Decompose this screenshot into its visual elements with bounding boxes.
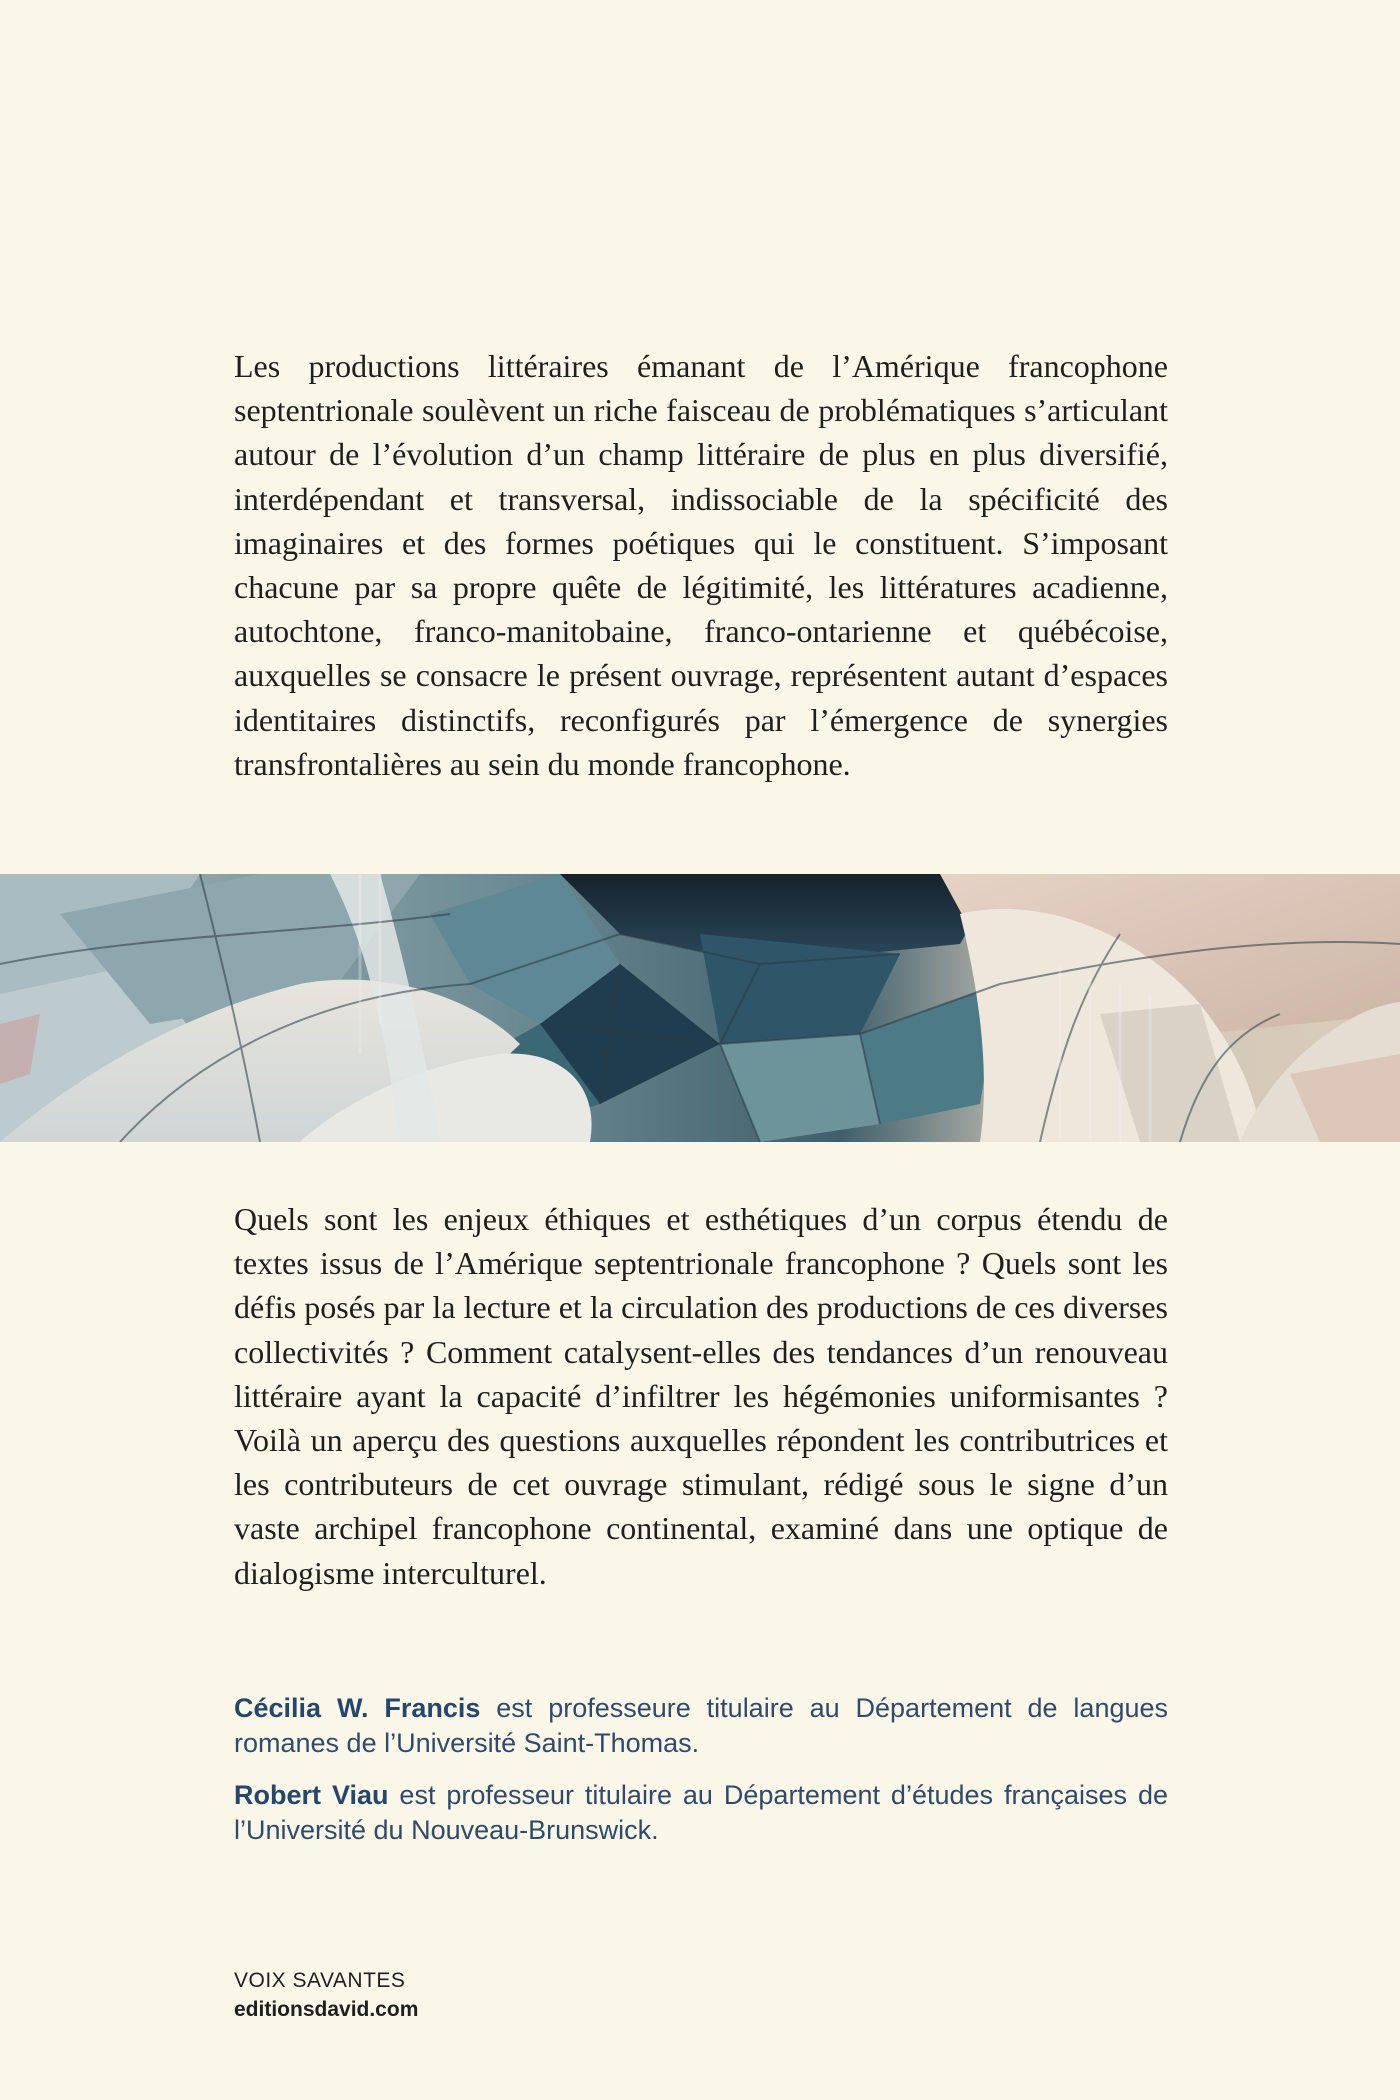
summary-paragraph-1: Les productions littéraires émanant de l’Amérique francophone septentrionale soulèvent un riche faisceau de problématiques s’articulant autour de l’évolution d’un champ littéraire de plus en plus diversifié, interdépendant et transversal, indissociable de la spécificité des imaginaires et des formes poétiques qui le constituent. S’imposant chacune par sa propre quête de légitimité, les littératures acadienne, autochtone, franco-manitobaine, franco-ontarienne et québécoise, auxquelles se consacre le présent ouvrage, représentent autant d’espaces identitaires distinctifs, reconfigurés par l’émergence de synergies transfrontalières au sein du monde francophone. [234, 348, 1168, 782]
series-name: VOIX SAVANTES [234, 1969, 406, 1992]
author-bio-viau [234, 1778, 1168, 1848]
publisher-website: editionsdavid.com [234, 1998, 419, 2021]
summary-paragraph-2: Quels sont les enjeux éthiques et esthétiques d’un corpus étendu de textes issus de l’Amérique septentrionale francophone ? Quels sont les défis posés par la lecture et la circulation des productions de ces diverses collectivités ? Comment catalysent-elles des tendances d’un renouveau littéraire ayant la capacité d’infiltrer les hégémonies uniformisantes ? Voilà un aperçu des questions auxquelles répondent les contributrices et les contributeurs de cet ouvrage stimulant, rédigé sous le signe d’un vaste archipel francophone continental, examiné dans une optique de dialogisme interculturel. [234, 1201, 1168, 1591]
author-name: Robert Viau [234, 1780, 389, 1810]
author-bio-text: est professeur titulaire au Département d’études françaises de l’Université du Nouveau-Brunswick. [234, 1780, 1168, 1845]
author-bio-text: est professeure titulaire au Département de langues romanes de l’Université Saint-Thomas. [234, 1693, 1169, 1758]
author-name: Cécilia W. Francis [234, 1693, 481, 1723]
abstract-painting-band [0, 874, 1400, 1142]
author-bio-francis [234, 1691, 1168, 1761]
